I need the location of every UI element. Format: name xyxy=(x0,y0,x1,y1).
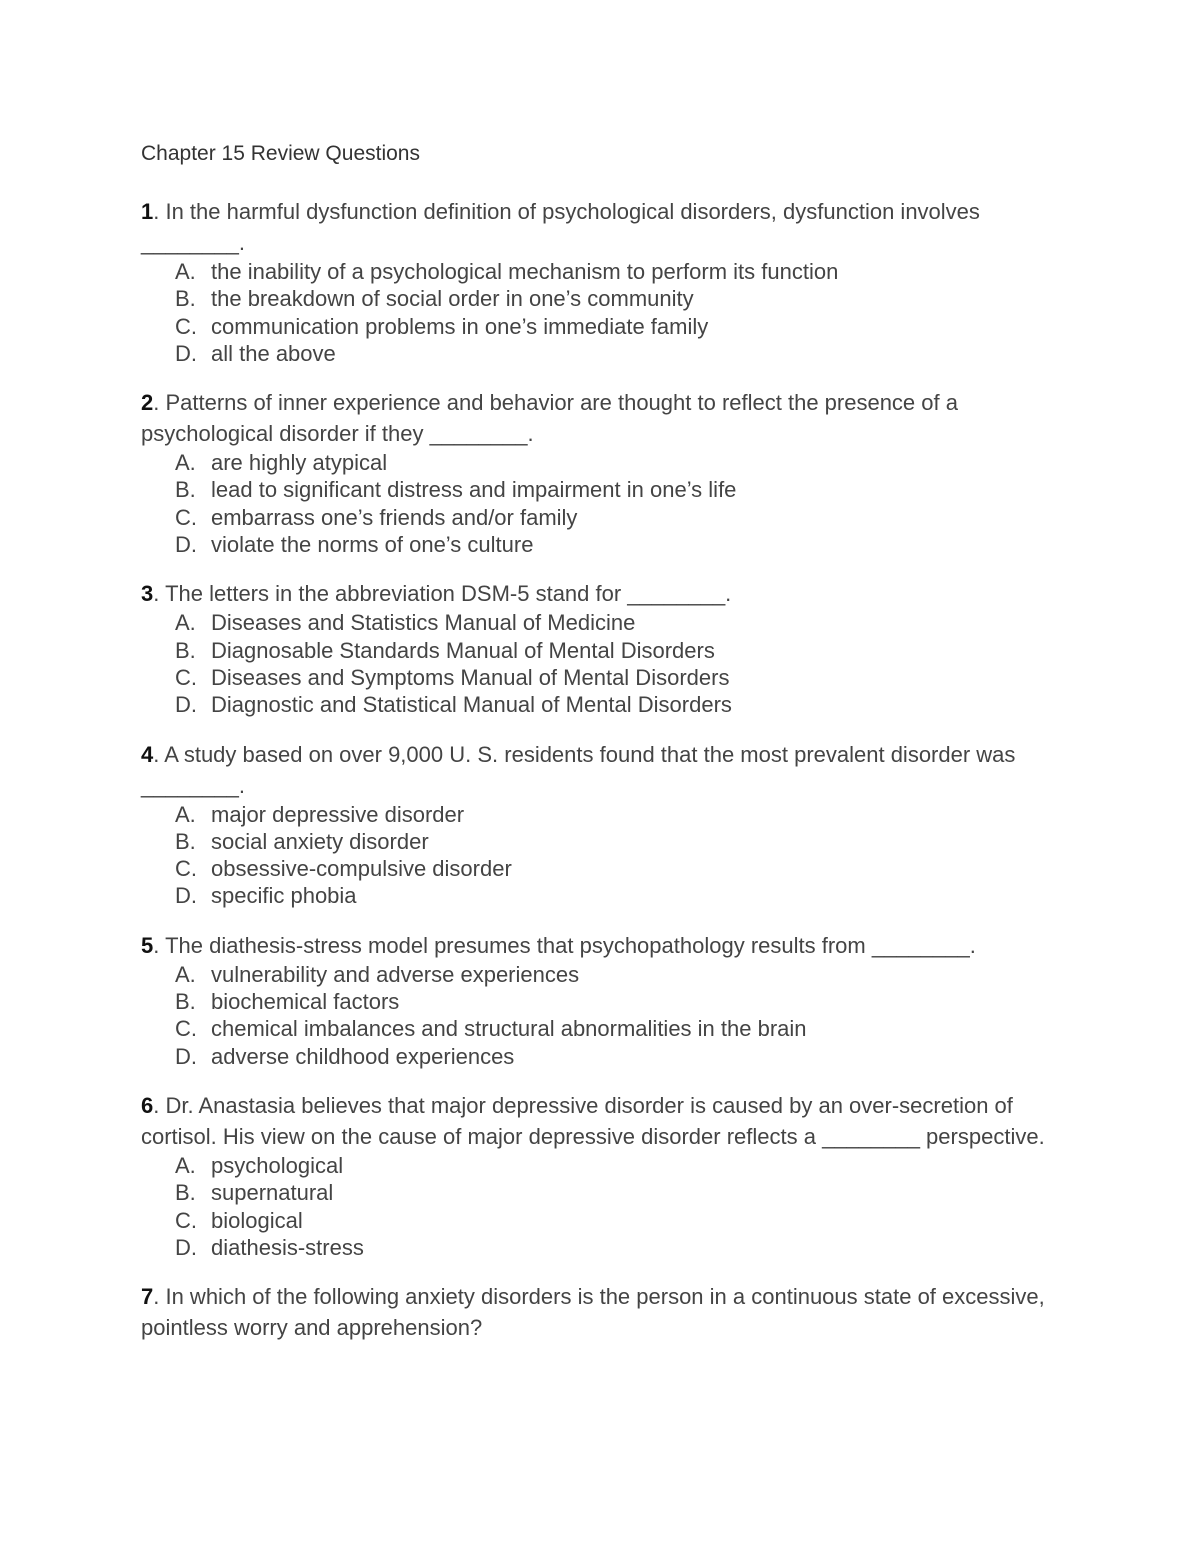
answer-option xyxy=(175,988,1061,1015)
answer-option xyxy=(175,882,1061,909)
question-block xyxy=(141,1090,1061,1261)
option-text: Diseases and Symptoms Manual of Mental Disorders xyxy=(211,664,730,690)
option-letter: B. xyxy=(175,1180,196,1206)
option-letter: D. xyxy=(175,1043,197,1069)
question-stem xyxy=(141,1090,1061,1152)
option-text: diathesis-stress xyxy=(211,1234,364,1260)
question-stem xyxy=(141,578,1061,609)
option-letter: B. xyxy=(175,477,196,503)
option-letter: C. xyxy=(175,856,197,882)
answer-option xyxy=(175,1179,1061,1206)
question-stem xyxy=(141,196,1061,258)
option-text: biochemical factors xyxy=(211,989,400,1015)
question-stem xyxy=(141,1281,1061,1343)
document-title: Chapter 15 Review Questions xyxy=(141,142,420,165)
answer-option xyxy=(175,476,1061,503)
answer-option xyxy=(175,801,1061,828)
option-text: Diagnostic and Statistical Manual of Mental Disorders xyxy=(211,692,732,718)
question-block xyxy=(141,1281,1061,1343)
question-number: 6 xyxy=(141,1092,154,1118)
option-letter: C. xyxy=(175,504,197,530)
answer-option xyxy=(175,609,1061,636)
option-text: chemical imbalances and structural abnormalities in the brain xyxy=(211,1016,807,1042)
option-letter: D. xyxy=(175,340,197,366)
option-letter: B. xyxy=(175,637,196,663)
option-letter: C. xyxy=(175,1207,197,1233)
option-text: specific phobia xyxy=(211,883,357,909)
option-letter: A. xyxy=(175,801,196,827)
answer-option xyxy=(175,313,1061,340)
answer-option xyxy=(175,504,1061,531)
option-letter: D. xyxy=(175,883,197,909)
question-number: 2 xyxy=(141,390,154,416)
option-text: violate the norms of one’s culture xyxy=(211,532,534,558)
option-letter: D. xyxy=(175,1234,197,1260)
option-text: embarrass one’s friends and/or family xyxy=(211,504,578,530)
answer-option xyxy=(175,1152,1061,1179)
answer-option xyxy=(175,285,1061,312)
question-text: . The letters in the abbreviation DSM-5 stand for ________. xyxy=(153,581,732,607)
option-letter: A. xyxy=(175,1152,196,1178)
option-text: obsessive-compulsive disorder xyxy=(211,856,512,882)
option-text: vulnerability and adverse experiences xyxy=(211,961,580,987)
answer-option xyxy=(175,664,1061,691)
option-text: all the above xyxy=(211,340,336,366)
answer-option xyxy=(175,258,1061,285)
question-text: . In which of the following anxiety disorders is the person in a continuous state of excessive, pointless worry and apprehension? xyxy=(141,1284,1045,1341)
option-letter: D. xyxy=(175,532,197,558)
question-number: 5 xyxy=(141,932,154,958)
question-block xyxy=(141,387,1061,558)
question-text: . In the harmful dysfunction definition of psychological disorders, dysfunction involves ________. xyxy=(141,199,980,255)
answer-options xyxy=(141,961,1061,1070)
question-text: . The diathesis-stress model presumes that psychopathology results from ________. xyxy=(153,932,976,958)
option-text: the inability of a psychological mechanism to perform its function xyxy=(211,259,839,284)
answer-option xyxy=(175,828,1061,855)
option-text: social anxiety disorder xyxy=(211,828,429,854)
answer-options xyxy=(141,609,1061,718)
option-letter: A. xyxy=(175,961,196,987)
question-block xyxy=(141,739,1061,910)
answer-options xyxy=(141,258,1061,367)
question-stem xyxy=(141,739,1061,801)
option-text: lead to significant distress and impairment in one’s life xyxy=(211,477,737,503)
answer-options xyxy=(141,449,1061,558)
option-text: Diseases and Statistics Manual of Medicine xyxy=(211,610,636,636)
option-letter: B. xyxy=(175,828,196,854)
document-page xyxy=(141,139,1061,1363)
answer-option xyxy=(175,1207,1061,1234)
option-letter: C. xyxy=(175,664,197,690)
question-list xyxy=(141,196,1061,1343)
answer-option xyxy=(175,1234,1061,1261)
question-stem xyxy=(141,930,1061,961)
answer-option xyxy=(175,691,1061,718)
question-number: 3 xyxy=(141,581,154,607)
option-letter: A. xyxy=(175,259,196,284)
question-number: 4 xyxy=(141,741,154,767)
question-block xyxy=(141,578,1061,718)
option-text: the breakdown of social order in one’s community xyxy=(211,286,694,312)
option-text: communication problems in one’s immediate family xyxy=(211,313,709,339)
option-text: biological xyxy=(211,1207,303,1233)
option-text: adverse childhood experiences xyxy=(211,1043,515,1069)
option-text: are highly atypical xyxy=(211,450,388,476)
question-stem xyxy=(141,387,1061,449)
option-text: supernatural xyxy=(211,1180,334,1206)
answer-options xyxy=(141,801,1061,910)
option-text: major depressive disorder xyxy=(211,801,465,827)
answer-option xyxy=(175,637,1061,664)
answer-option xyxy=(175,449,1061,476)
answer-option xyxy=(175,1043,1061,1070)
option-letter: C. xyxy=(175,1016,197,1042)
question-text: . Patterns of inner experience and behavior are thought to reflect the presence of a psychological disorder if they ________. xyxy=(141,390,958,447)
option-letter: B. xyxy=(175,286,196,312)
answer-option xyxy=(175,855,1061,882)
option-letter: B. xyxy=(175,989,196,1015)
option-letter: A. xyxy=(175,610,196,636)
answer-option xyxy=(175,961,1061,988)
question-number: 7 xyxy=(141,1284,154,1310)
option-letter: A. xyxy=(175,450,196,476)
option-letter: D. xyxy=(175,692,197,718)
answer-option xyxy=(175,531,1061,558)
option-text: Diagnosable Standards Manual of Mental Disorders xyxy=(211,637,715,663)
option-letter: C. xyxy=(175,313,197,339)
answer-options xyxy=(141,1152,1061,1261)
question-text: . A study based on over 9,000 U. S. residents found that the most prevalent disorder was ________. xyxy=(141,741,1016,798)
option-text: psychological xyxy=(211,1152,344,1178)
question-number: 1 xyxy=(141,199,154,224)
question-text: . Dr. Anastasia believes that major depressive disorder is caused by an over-secretion of cortisol. His view on the cause of major depressive disorder reflects a ________ perspective. xyxy=(141,1092,1045,1149)
answer-option xyxy=(175,1015,1061,1042)
question-block xyxy=(141,930,1061,1070)
question-block xyxy=(141,196,1061,367)
answer-option xyxy=(175,340,1061,367)
